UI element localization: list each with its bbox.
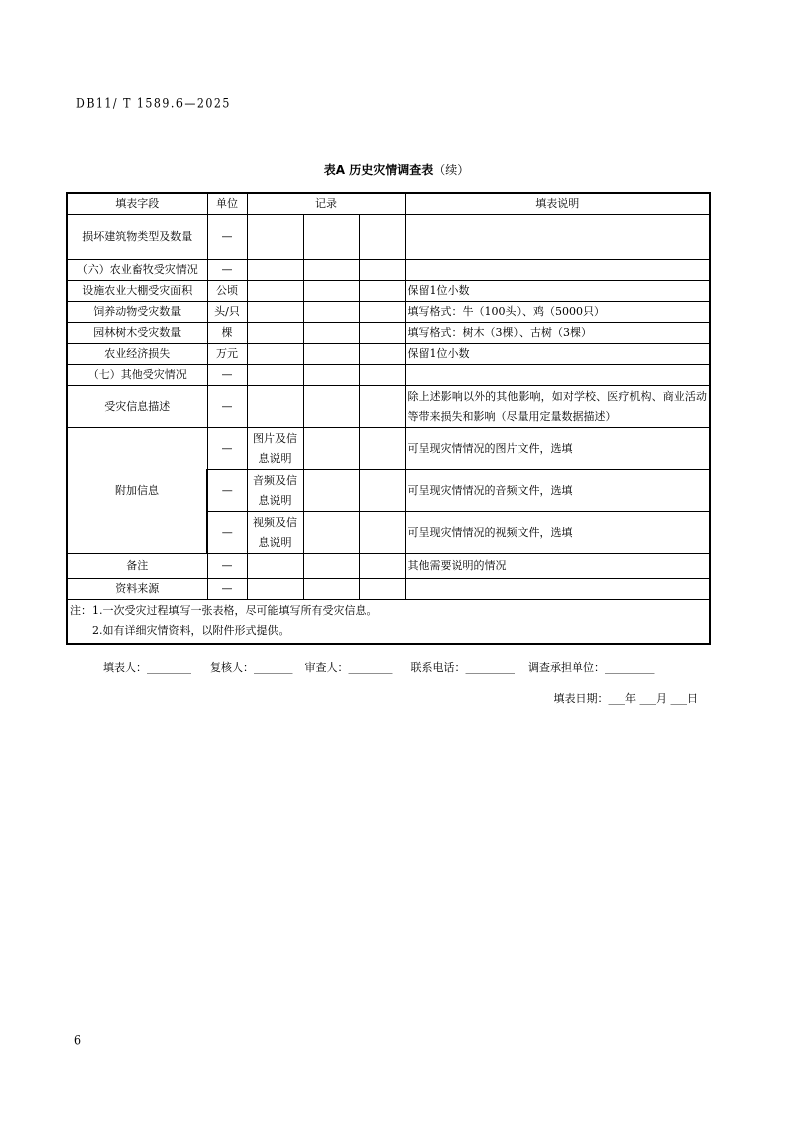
row-note: 保留1位小数 xyxy=(405,344,710,365)
table-row xyxy=(67,302,710,323)
record-cell[interactable] xyxy=(303,281,359,302)
record-cell[interactable] xyxy=(359,365,405,386)
record-label: 图片及信息说明 xyxy=(247,428,303,470)
row-unit: 万元 xyxy=(207,344,247,365)
row-field: 备注 xyxy=(67,554,207,579)
row-unit: — xyxy=(207,365,247,386)
row-note: 可呈现灾情情况的图片文件，选填 xyxy=(405,428,710,470)
table-row xyxy=(67,428,710,470)
row-field: 附加信息 xyxy=(67,428,207,554)
record-cell[interactable] xyxy=(303,260,359,281)
table-title xyxy=(0,161,793,178)
record-label: 音频及信息说明 xyxy=(247,470,303,512)
table-row xyxy=(67,215,710,260)
row-field: 资料来源 xyxy=(67,579,207,600)
row-note: 其他需要说明的情况 xyxy=(405,554,710,579)
table-notes xyxy=(67,600,710,644)
table-header-row xyxy=(67,193,710,215)
record-cell[interactable] xyxy=(247,260,303,281)
row-unit: 公顷 xyxy=(207,281,247,302)
record-cell[interactable] xyxy=(303,344,359,365)
row-field: 受灾信息描述 xyxy=(67,386,207,428)
auditor-field: 审查人：________ xyxy=(304,661,393,674)
record-cell[interactable] xyxy=(359,281,405,302)
row-unit: — xyxy=(207,260,247,281)
record-cell[interactable] xyxy=(359,554,405,579)
record-cell[interactable] xyxy=(247,344,303,365)
record-cell[interactable] xyxy=(303,579,359,600)
record-cell[interactable] xyxy=(359,323,405,344)
record-cell[interactable] xyxy=(247,302,303,323)
row-note xyxy=(405,579,710,600)
record-cell[interactable] xyxy=(359,302,405,323)
row-note: 填写格式：树木（3棵）、古树（3棵） xyxy=(405,323,710,344)
record-cell[interactable] xyxy=(247,386,303,428)
record-cell[interactable] xyxy=(303,215,359,260)
row-field: 饲养动物受灾数量 xyxy=(67,302,207,323)
table-title-main: 表A 历史灾情调查表 xyxy=(323,163,434,177)
note-1: 注：1.一次受灾过程填写一张表格，尽可能填写所有受灾信息。 xyxy=(70,604,378,618)
table-row xyxy=(67,323,710,344)
table-row xyxy=(67,579,710,600)
record-cell[interactable] xyxy=(303,323,359,344)
row-field: 设施农业大棚受灾面积 xyxy=(67,281,207,302)
reviewer-field: 复核人：_______ xyxy=(210,661,293,674)
record-cell[interactable] xyxy=(359,344,405,365)
header-unit: 单位 xyxy=(207,193,247,215)
row-note: 除上述影响以外的其他影响，如对学校、医疗机构、商业活动等带来损失和影响（尽量用定量数据描述） xyxy=(405,386,710,428)
phone-field: 联系电话：_________ xyxy=(410,661,515,674)
row-note xyxy=(405,260,710,281)
record-cell[interactable] xyxy=(303,428,359,470)
signature-line xyxy=(103,659,655,675)
table-row xyxy=(67,386,710,428)
row-field: （六）农业畜牧受灾情况 xyxy=(67,260,207,281)
row-field: （七）其他受灾情况 xyxy=(67,365,207,386)
row-note xyxy=(405,365,710,386)
row-unit: — xyxy=(207,512,247,554)
row-note: 可呈现灾情情况的视频文件，选填 xyxy=(405,512,710,554)
record-label: 视频及信息说明 xyxy=(247,512,303,554)
row-unit: — xyxy=(207,579,247,600)
record-cell[interactable] xyxy=(303,512,359,554)
record-cell[interactable] xyxy=(303,365,359,386)
table-row xyxy=(67,260,710,281)
row-field: 损坏建筑物类型及数量 xyxy=(67,215,207,260)
table-title-continued: （续） xyxy=(433,163,470,177)
row-unit: 头/只 xyxy=(207,302,247,323)
record-cell[interactable] xyxy=(359,512,405,554)
note-2: 2.如有详细灾情资料，以附件形式提供。 xyxy=(92,624,290,638)
row-note: 保留1位小数 xyxy=(405,281,710,302)
page-number: 6 xyxy=(74,1033,81,1048)
record-cell[interactable] xyxy=(247,579,303,600)
row-unit: 棵 xyxy=(207,323,247,344)
record-cell[interactable] xyxy=(303,386,359,428)
filler-field: 填表人：________ xyxy=(103,661,191,674)
record-cell[interactable] xyxy=(247,215,303,260)
record-cell[interactable] xyxy=(359,215,405,260)
record-cell[interactable] xyxy=(303,470,359,512)
survey-unit-field: 调查承担单位：_________ xyxy=(528,661,655,674)
row-field: 农业经济损失 xyxy=(67,344,207,365)
header-field: 填表字段 xyxy=(67,193,207,215)
record-cell[interactable] xyxy=(247,365,303,386)
record-cell[interactable] xyxy=(359,579,405,600)
row-unit: — xyxy=(207,215,247,260)
table-row xyxy=(67,554,710,579)
document-code: DB11/ T 1589.6—2025 xyxy=(76,96,231,111)
row-field: 园林树木受灾数量 xyxy=(67,323,207,344)
header-note: 填表说明 xyxy=(405,193,710,215)
record-cell[interactable] xyxy=(247,323,303,344)
table-row xyxy=(67,344,710,365)
disaster-survey-table xyxy=(66,192,711,645)
record-cell[interactable] xyxy=(303,302,359,323)
record-cell[interactable] xyxy=(303,554,359,579)
record-cell[interactable] xyxy=(359,386,405,428)
row-note xyxy=(405,215,710,260)
record-cell[interactable] xyxy=(359,260,405,281)
row-unit: — xyxy=(207,428,247,470)
record-cell[interactable] xyxy=(359,470,405,512)
notes-row xyxy=(67,600,710,644)
record-cell[interactable] xyxy=(247,281,303,302)
row-note: 填写格式：牛（100头）、鸡（5000只） xyxy=(405,302,710,323)
header-record: 记录 xyxy=(247,193,405,215)
table-row xyxy=(67,281,710,302)
row-unit: — xyxy=(207,554,247,579)
row-unit: — xyxy=(207,386,247,428)
row-unit: — xyxy=(207,470,247,512)
row-note: 可呈现灾情情况的音频文件，选填 xyxy=(405,470,710,512)
table-row xyxy=(67,365,710,386)
record-cell[interactable] xyxy=(359,428,405,470)
record-cell[interactable] xyxy=(247,554,303,579)
fill-date: 填表日期：___年 ___月 ___日 xyxy=(553,692,698,705)
